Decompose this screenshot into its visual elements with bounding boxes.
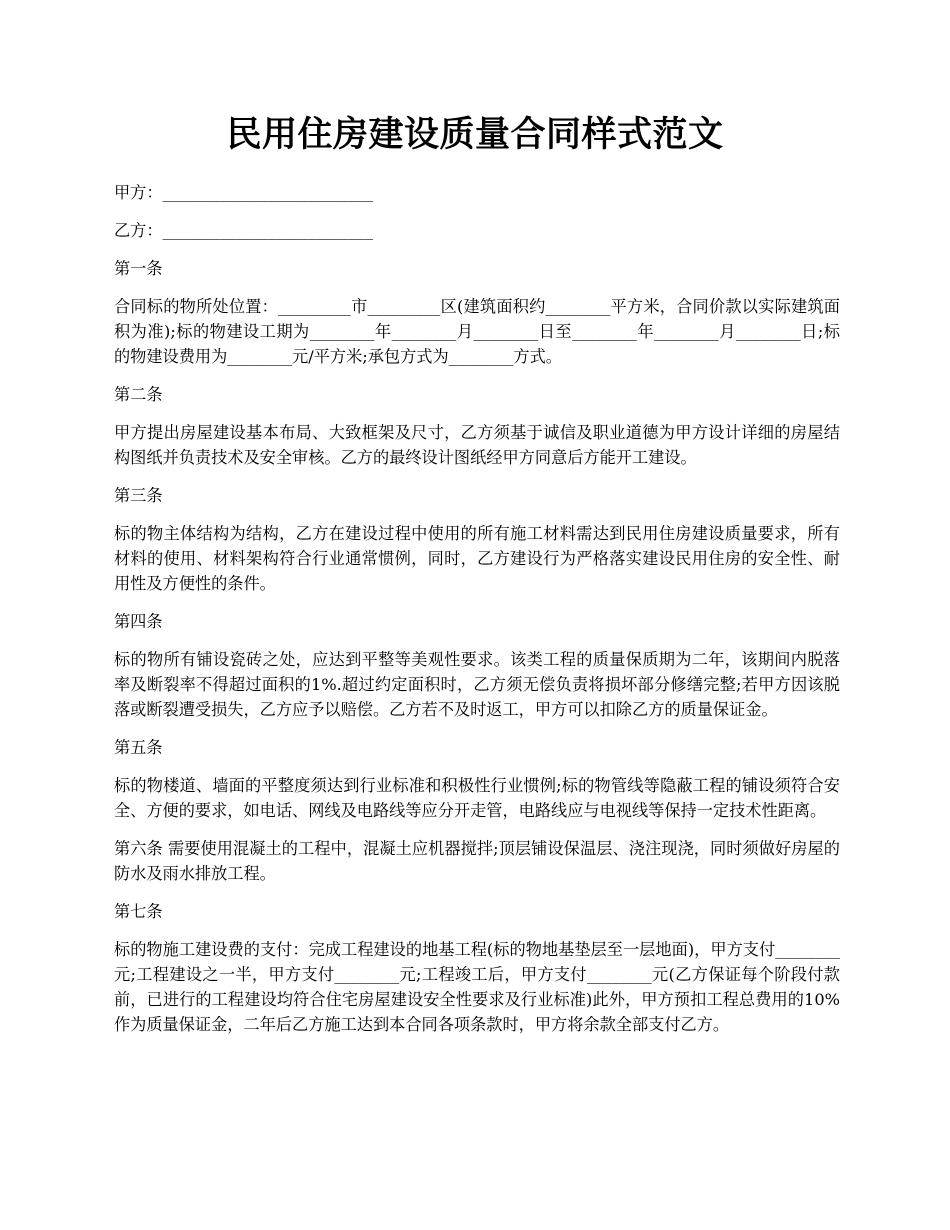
article-1-text: 合同标的物所处位置：_________市_________区(建筑面积约________平方米，合同价款以实际建筑面积为准);标的物建设工期为________年________月________日至________年________月________日;标的物建设费用为________元/平方米;承包方式为________方式。 — [114, 297, 840, 366]
article-3-text: 标的物主体结构为结构，乙方在建设过程中使用的所有施工材料需达到民用住房建设质量要求，所有材料的使用、材料架构符合行业通常惯例，同时，乙方建设行为严格落实建设民用住房的安全性、耐用性及方便性的条件。 — [114, 524, 840, 593]
document-title: 民用住房建设质量合同样式范文 — [226, 114, 724, 155]
article-1-heading: 第一条 — [114, 259, 163, 278]
article-2-text: 甲方提出房屋建设基本布局、大致框架及尺寸，乙方须基于诚信及职业道德为甲方设计详细的房屋结构图纸并负责技术及安全审核。乙方的最终设计图纸经甲方同意后方能开工建设。 — [114, 423, 840, 467]
article-7-text: 标的物施工建设费的支付：完成工程建设的地基工程(标的物地基垫层至一层地面)，甲方支付________元;工程建设之一半，甲方支付________元;工程竣工后，甲方支付________元(乙方保证每个阶段付款前，已进行的工程建设均符合住宅房屋建设安全性要求及行业标准)此外，甲方预扣工程总费用的10%作为质量保证金，二年后乙方施工达到本合同各项条款时，甲方将余款全部支付乙方。 — [114, 940, 840, 1034]
article-5-text: 标的物楼道、墙面的平整度须达到行业标准和积极性行业惯例;标的物管线等隐蔽工程的铺设须符合安全、方便的要求，如电话、网线及电路线等应分开走管，电路线应与电视线等保持一定技术性距离。 — [114, 776, 840, 820]
party-b-line: 乙方：__________________________ — [114, 221, 373, 240]
article-4-text: 标的物所有铺设瓷砖之处，应达到平整等美观性要求。该类工程的质量保质期为二年，该期间内脱落率及断裂率不得超过面积的1%.超过约定面积时，乙方须无偿负责将损坏部分修缮完整;若甲方因该脱落或断裂遭受损失，乙方应予以赔偿。乙方若不及时返工，甲方可以扣除乙方的质量保证金。 — [114, 650, 840, 719]
document-body — [114, 180, 840, 1050]
article-7-heading: 第七条 — [114, 902, 163, 921]
party-a-line: 甲方：__________________________ — [114, 183, 373, 202]
article-4-heading: 第四条 — [114, 612, 163, 631]
article-3-heading: 第三条 — [114, 486, 163, 505]
article-6-text: 第六条 需要使用混凝土的工程中，混凝土应机器搅拌;顶层铺设保温层、浇注现浇，同时须做好房屋的防水及雨水排放工程。 — [114, 839, 840, 883]
article-2-heading: 第二条 — [114, 385, 163, 404]
article-5-heading: 第五条 — [114, 738, 163, 757]
